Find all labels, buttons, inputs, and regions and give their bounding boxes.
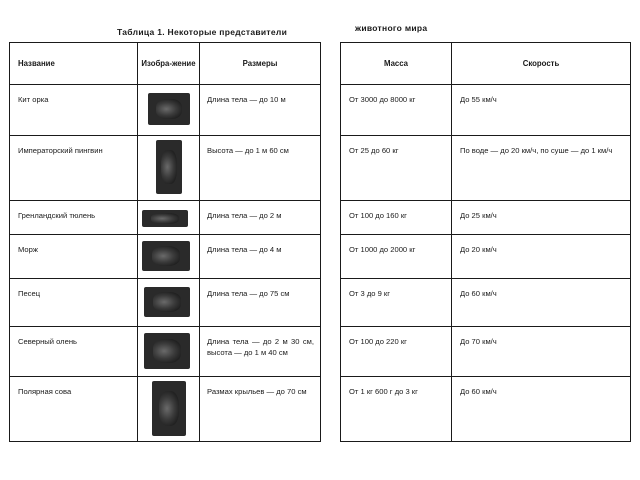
- animal-size: Размах крыльев — до 70 см: [200, 377, 321, 442]
- animal-size: Длина тела — до 2 м 30 см, высота — до 1 м 40 см: [200, 327, 321, 377]
- table-row: [10, 377, 321, 442]
- animal-image-cell: [138, 327, 200, 377]
- animal-name: Кит орка: [10, 85, 138, 136]
- table-row: [10, 136, 321, 201]
- animal-speed: До 60 км/ч: [452, 377, 631, 442]
- animal-mass: От 100 до 220 кг: [341, 327, 452, 377]
- animal-image-cell: [138, 279, 200, 327]
- orca-photo: [148, 93, 190, 125]
- table-row: [10, 327, 321, 377]
- table-row: [341, 201, 631, 235]
- table-row: [10, 235, 321, 279]
- table-row: [341, 85, 631, 136]
- animal-name: Полярная сова: [10, 377, 138, 442]
- table-title-continued: животного мира: [355, 23, 428, 33]
- arctic-fox-photo: [144, 287, 190, 317]
- animal-image-cell: [138, 136, 200, 201]
- animal-size: Высота — до 1 м 60 см: [200, 136, 321, 201]
- table-title: Таблица 1. Некоторые представители: [117, 27, 288, 37]
- header-row: [10, 43, 321, 85]
- animals-table-left: [9, 42, 321, 442]
- header-speed: Скорость: [452, 43, 631, 85]
- animal-speed: До 70 км/ч: [452, 327, 631, 377]
- animal-mass: От 25 до 60 кг: [341, 136, 452, 201]
- animal-name: Песец: [10, 279, 138, 327]
- animal-name: Императорский пингвин: [10, 136, 138, 201]
- animal-image-cell: [138, 235, 200, 279]
- header-name: Название: [10, 43, 138, 85]
- walrus-photo: [142, 241, 190, 271]
- table-row: [341, 279, 631, 327]
- animal-speed: До 25 км/ч: [452, 201, 631, 235]
- animal-mass: От 3 до 9 кг: [341, 279, 452, 327]
- table-row: [10, 85, 321, 136]
- reindeer-photo: [144, 333, 190, 369]
- animal-mass: От 1000 до 2000 кг: [341, 235, 452, 279]
- table-row: [341, 235, 631, 279]
- animal-speed: До 55 км/ч: [452, 85, 631, 136]
- animal-speed: До 20 км/ч: [452, 235, 631, 279]
- animal-name: Северный олень: [10, 327, 138, 377]
- table-row: [341, 327, 631, 377]
- animal-image-cell: [138, 85, 200, 136]
- animal-size: Длина тела — до 75 см: [200, 279, 321, 327]
- animal-name: Морж: [10, 235, 138, 279]
- animal-mass: От 1 кг 600 г до 3 кг: [341, 377, 452, 442]
- animal-image-cell: [138, 201, 200, 235]
- animal-speed: До 60 км/ч: [452, 279, 631, 327]
- table-row: [341, 136, 631, 201]
- animal-size: Длина тела — до 4 м: [200, 235, 321, 279]
- header-image: Изобра-жение: [138, 43, 200, 85]
- animal-size: Длина тела — до 10 м: [200, 85, 321, 136]
- header-mass: Масса: [341, 43, 452, 85]
- header-size: Размеры: [200, 43, 321, 85]
- table-row: [341, 377, 631, 442]
- animal-mass: От 100 до 160 кг: [341, 201, 452, 235]
- header-row: [341, 43, 631, 85]
- snowy-owl-photo: [152, 381, 186, 436]
- table-row: [10, 279, 321, 327]
- animal-image-cell: [138, 377, 200, 442]
- seal-photo: [142, 210, 188, 227]
- table-row: [10, 201, 321, 235]
- animal-speed: По воде — до 20 км/ч, по суше — до 1 км/ч: [452, 136, 631, 201]
- penguin-photo: [156, 140, 182, 194]
- animal-size: Длина тела — до 2 м: [200, 201, 321, 235]
- animals-table-right: [340, 42, 631, 442]
- animal-mass: От 3000 до 8000 кг: [341, 85, 452, 136]
- animal-name: Гренландский тюлень: [10, 201, 138, 235]
